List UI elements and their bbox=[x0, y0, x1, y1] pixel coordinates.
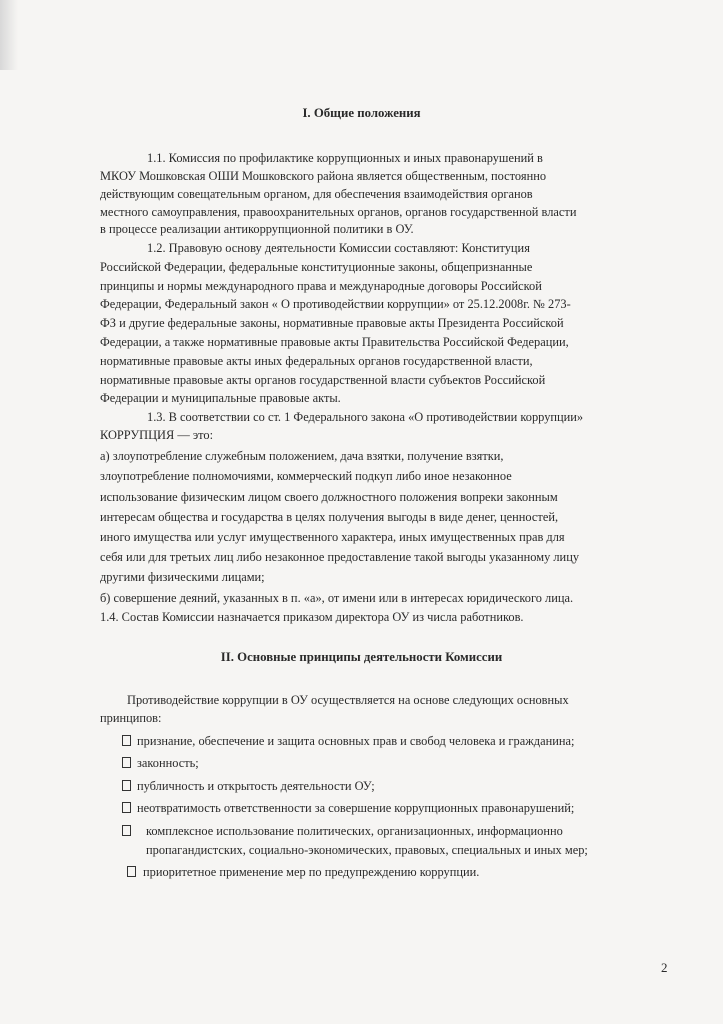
checkbox-glyph-icon bbox=[122, 735, 131, 746]
checkbox-glyph-icon bbox=[122, 825, 131, 836]
principle-text: неотвратимость ответственности за совершение коррупционных правонарушений; bbox=[137, 801, 575, 815]
checkbox-glyph-icon bbox=[127, 866, 136, 877]
p11-line-3: действующим совещательным органом, для обеспечения взаимодействия органов bbox=[100, 187, 533, 201]
p11-line-5: в процессе реализации антикоррупционной политики в ОУ. bbox=[100, 222, 414, 236]
item-a-line-5: иного имущества или услуг имущественного характера, иных имущественных прав для bbox=[100, 530, 565, 544]
s2-intro-line-2: принципов: bbox=[100, 711, 162, 725]
p11-line-4: местного самоуправления, правоохранительных органов, органов государственной власти bbox=[100, 205, 577, 219]
principle-item bbox=[122, 734, 574, 749]
principle-text: публичность и открытость деятельности ОУ; bbox=[137, 779, 375, 793]
p12-line-1: 1.2. Правовую основу деятельности Комиссии составляют: Конституция bbox=[147, 241, 530, 255]
principle-6: приоритетное применение мер по предупреждению коррупции. bbox=[143, 865, 480, 879]
p12-line-9: Федерации и муниципальные правовые акты. bbox=[100, 391, 341, 405]
p12-line-5: ФЗ и другие федеральные законы, нормативные правовые акты Президента Российской bbox=[100, 316, 564, 330]
principle-item bbox=[122, 801, 574, 816]
principle-text: признание, обеспечение и защита основных прав и свобод человека и гражданина; bbox=[137, 734, 575, 748]
item-a-line-1: а) злоупотребление служебным положением, дача взятки, получение взятки, bbox=[100, 449, 504, 463]
item-a-line-3: использование физическим лицом своего должностного положения вопреки законным bbox=[100, 490, 558, 504]
page-number: 2 bbox=[661, 960, 668, 975]
item-b: б) совершение деяний, указанных в п. «а», от имени или в интересах юридического лица. bbox=[100, 591, 574, 605]
section-1-title: I. Общие положения bbox=[302, 106, 421, 120]
principle-item bbox=[127, 865, 142, 880]
p13-line-2: КОРРУПЦИЯ — это: bbox=[100, 428, 214, 442]
item-a-line-4: интересам общества и государства в целях получения выгоды в виде денег, ценностей, bbox=[100, 510, 559, 524]
item-a-line-2: злоупотребление полномочиями, коммерческий подкуп либо иное незаконное bbox=[100, 469, 512, 483]
item-a-line-6: себя или для третьих лиц либо незаконное предоставление такой выгоды указанному лицу bbox=[100, 550, 580, 564]
s2-intro-line-1: Противодействие коррупции в ОУ осуществляется на основе следующих основных bbox=[127, 693, 569, 707]
section-2-title: II. Основные принципы деятельности Комиссии bbox=[220, 650, 503, 664]
p11-line-1: 1.1. Комиссия по профилактике коррупционных и иных правонарушений в bbox=[147, 151, 543, 165]
checkbox-glyph-icon bbox=[122, 780, 131, 791]
p12-line-4: Федерации, Федеральный закон « О противодействии коррупции» от 25.12.2008г. № 273- bbox=[100, 297, 571, 311]
principle-item bbox=[122, 779, 375, 794]
p11-line-2: МКОУ Мошковская ОШИ Мошковского района является общественным, постоянно bbox=[100, 169, 547, 183]
p12-line-7: нормативные правовые акты иных федеральных органов государственной власти, bbox=[100, 354, 533, 368]
scan-shadow bbox=[0, 0, 18, 70]
principle-item bbox=[122, 756, 199, 771]
principle-5-line-2: пропагандистских, социально-экономических, правовых, специальных и иных мер; bbox=[146, 843, 588, 857]
checkbox-glyph-icon bbox=[122, 757, 131, 768]
p13-line-1: 1.3. В соответствии со ст. 1 Федерального закона «О противодействии коррупции» bbox=[147, 410, 584, 424]
p14: 1.4. Состав Комиссии назначается приказом директора ОУ из числа работников. bbox=[100, 610, 524, 624]
p12-line-2: Российской Федерации, федеральные конституционные законы, общепризнанные bbox=[100, 260, 533, 274]
principle-text: законность; bbox=[137, 756, 199, 770]
item-a-line-7: другими физическими лицами; bbox=[100, 570, 265, 584]
checkbox-glyph-icon bbox=[122, 802, 131, 813]
principle-item bbox=[122, 824, 137, 839]
p12-line-8: нормативные правовые акты органов государственной власти субъектов Российской bbox=[100, 373, 546, 387]
principle-5-line-1: комплексное использование политических, организационных, информационно bbox=[146, 824, 563, 838]
p12-line-3: принципы и нормы международного права и международные договоры Российской bbox=[100, 279, 542, 293]
p12-line-6: Федерации, а также нормативные правовые акты Правительства Российской Федерации, bbox=[100, 335, 569, 349]
